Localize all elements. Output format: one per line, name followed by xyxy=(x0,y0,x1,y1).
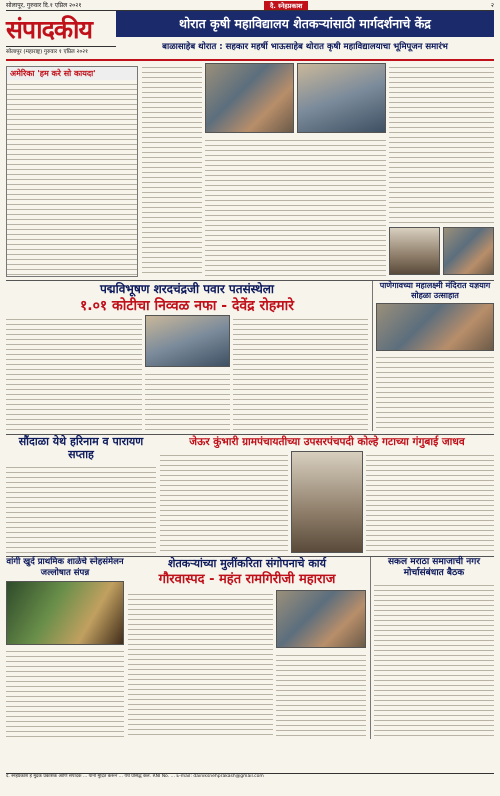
school-title: वांगी खुर्द प्राथमिक शाळेचे स्नेहसंमेलन जल्लोषात संपन्न xyxy=(6,557,124,578)
main-story-text-col2 xyxy=(205,136,386,277)
event-photo-1 xyxy=(205,63,294,133)
ramgiri-title-1: शेतकऱ्यांच्या मुलींकरिता संगोपनाचे कार्य xyxy=(167,557,327,570)
harinam-story xyxy=(6,435,156,553)
main-story-photos xyxy=(205,63,386,277)
paper-name: दै. स्नेहप्रकाश xyxy=(264,1,309,10)
row-middle xyxy=(6,434,494,553)
main-story-body xyxy=(142,63,494,277)
portrait-photo-1 xyxy=(389,227,440,275)
temple-text xyxy=(376,353,494,431)
row-top xyxy=(6,63,494,277)
ramgiri-text-col2 xyxy=(276,651,366,739)
maratha-story xyxy=(370,557,494,739)
school-photo xyxy=(6,581,124,645)
kolhe-title: जेऊर कुंभारी ग्रामपंचायतीच्या उपसरपंचपदी कोल्हे गटाच्या गंगुबाई जाधव xyxy=(189,436,465,448)
masthead xyxy=(6,11,494,61)
main-story-text-col3 xyxy=(389,63,494,224)
editorial-column xyxy=(6,66,138,277)
temple-story xyxy=(372,281,494,431)
imprint-text: दै. स्नेहप्रकाश हे मुद्रक प्रकाशक आणि संपादक ... यांनी मुद्रित करून ... येथे प्रसिद्ध केले. RNI No. ... E-mail: dainiksnehprakash@gmail.com xyxy=(6,774,264,779)
top-bar xyxy=(6,0,494,11)
page-number: २ xyxy=(490,2,494,9)
kolhe-story xyxy=(160,435,494,553)
section-logo: संपादकीय xyxy=(6,14,93,44)
school-story xyxy=(6,557,124,739)
harinam-title: सौंदाळा येथे हरिनाम व पारायण सप्ताह xyxy=(18,435,144,461)
pawar-text-col2 xyxy=(145,370,230,431)
main-subhead: बाळासाहेब थोरात : सहकार महर्षी भाऊसाहेब थोरात कृषी महाविद्यालयाचा भूमिपूजन समारंभ xyxy=(162,42,448,52)
kolhe-text-col1 xyxy=(160,451,288,553)
pawar-text-col1 xyxy=(6,315,142,431)
maratha-text xyxy=(374,581,494,739)
ramgiri-title-2: गौरवास्पद - महंत रामगिरीजी महाराज xyxy=(158,572,336,587)
masthead-sub: सोलापूर (महाराष्ट्र) गुरुवार १ एप्रिल २०२१ xyxy=(6,46,116,55)
main-headline-block xyxy=(116,11,494,59)
pawar-headline-2: १.०१ कोटीचा निव्वळ नफा - देवेंद्र रोहमारे xyxy=(80,298,294,314)
imprint-footer xyxy=(6,773,494,796)
kolhe-text-col2 xyxy=(366,451,494,553)
temple-photo xyxy=(376,303,494,351)
masthead-left xyxy=(6,11,116,59)
school-text xyxy=(6,647,124,739)
top-date: सोलापूर, गुरुवार दि.१ एप्रिल २०२१ xyxy=(6,2,82,9)
pawar-story xyxy=(6,281,368,431)
main-story-text-col1 xyxy=(142,63,202,275)
ramgiri-photo xyxy=(276,590,366,648)
ramgiri-text-col1 xyxy=(128,590,273,739)
harinam-text xyxy=(6,463,156,553)
row-bottom xyxy=(6,556,494,739)
editorial-body xyxy=(7,80,137,277)
kolhe-photo xyxy=(291,451,363,553)
pawar-text-col3 xyxy=(233,315,369,431)
main-headline: थोरात कृषी महाविद्यालय शेतकऱ्यांसाठी मार्गदर्शनाचे केंद्र xyxy=(116,11,494,37)
main-story-side xyxy=(389,63,494,275)
maratha-title: सकल मराठा समाजाची नगर मोर्चासंबंधात बैठक xyxy=(387,557,481,578)
ramgiri-story xyxy=(128,557,366,739)
portrait-photo-2 xyxy=(443,227,494,275)
pawar-photo xyxy=(145,315,230,367)
editorial-title: अमेरिका 'हम करे सो कायदा' xyxy=(7,67,137,80)
temple-title: पाणेगावच्या महालक्ष्मी मंदिरात यज्ञयाग सोहळा उत्साहात xyxy=(379,281,491,300)
event-photo-2 xyxy=(297,63,386,133)
row-pawar xyxy=(6,280,494,431)
pawar-headline: पद्मविभूषण शरदचंद्रजी पवार पतसंस्थेला xyxy=(99,282,275,296)
